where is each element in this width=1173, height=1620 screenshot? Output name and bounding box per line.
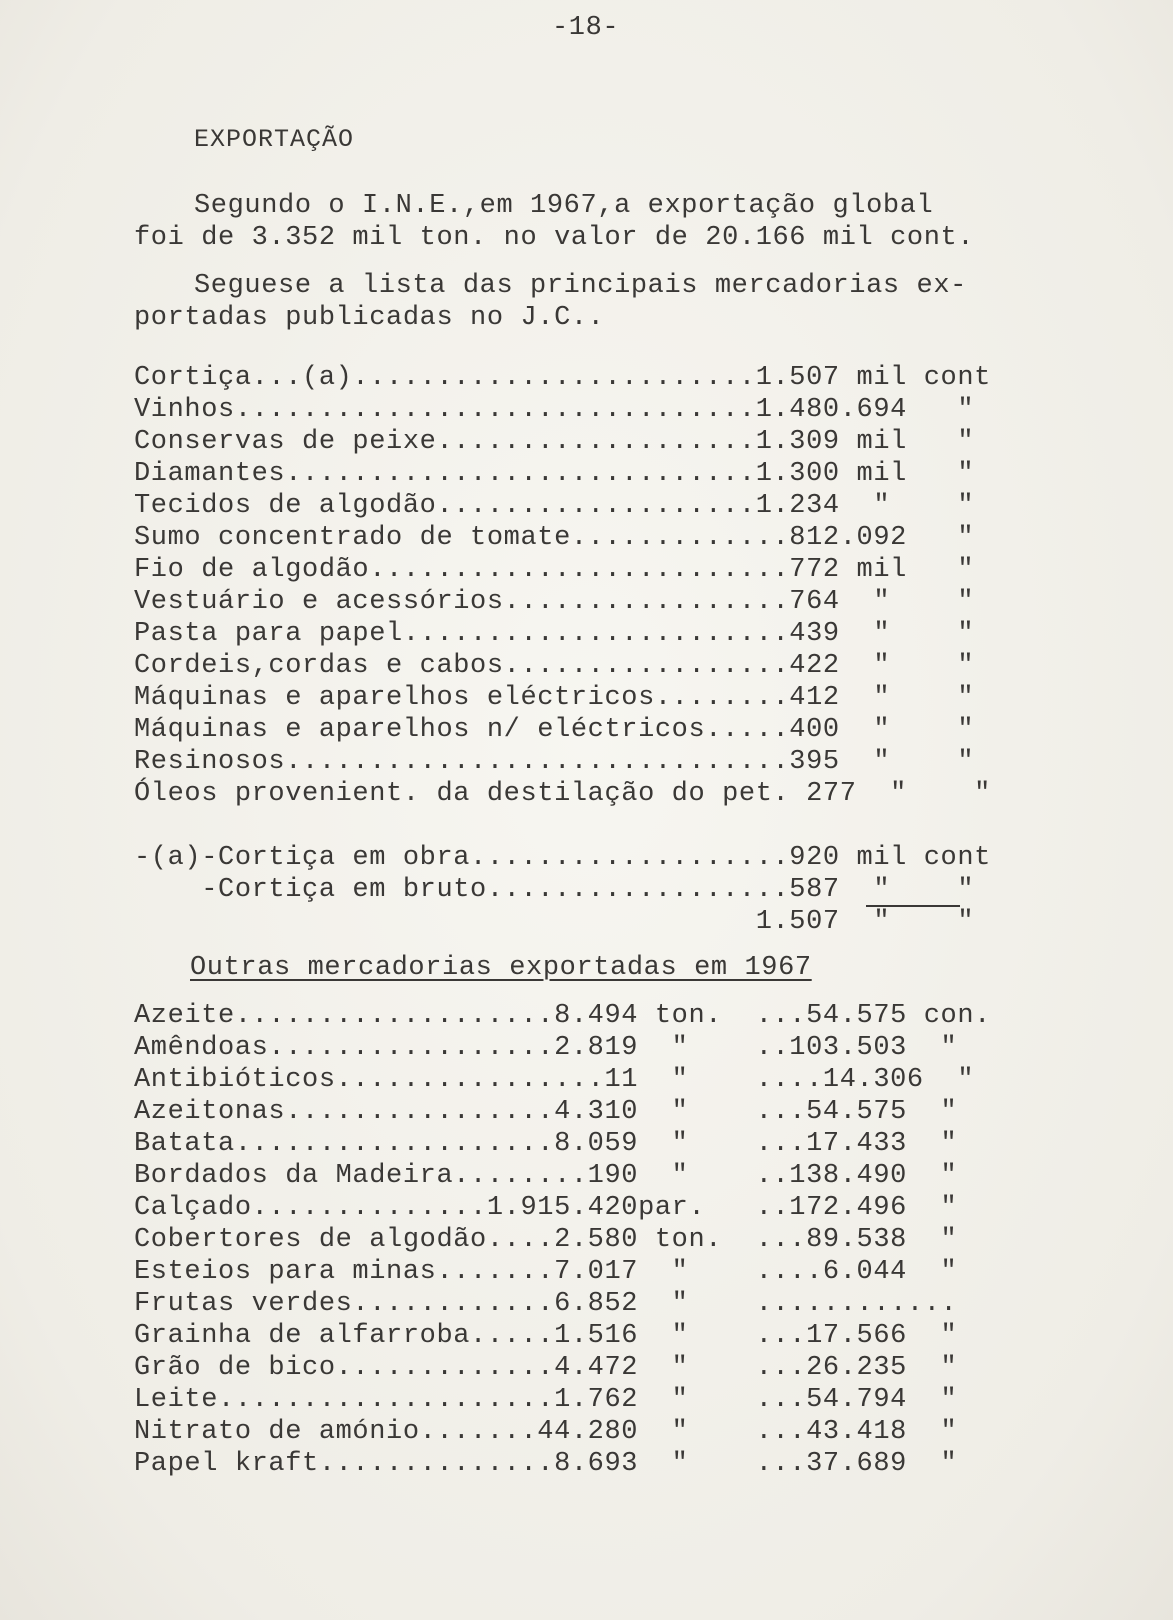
list-item: Antibióticos................11 " ....14.306 " xyxy=(134,1065,975,1095)
list-item: Frutas verdes............6.852 " ............ xyxy=(134,1289,958,1319)
list-item: Fio de algodão.........................772 mil " xyxy=(134,555,975,585)
list-item: Grão de bico.............4.472 " ...26.235 " xyxy=(134,1353,958,1383)
list-item: Batata...................8.059 " ...17.433 " xyxy=(134,1129,958,1159)
list-item: Sumo concentrado de tomate.............812.092 " xyxy=(134,523,975,553)
list-item: 1.507 " " xyxy=(134,907,975,937)
list-item: Grainha de alfarroba.....1.516 " ...17.566 " xyxy=(134,1321,958,1351)
list-item: Cortiça...(a)........................1.507 mil cont xyxy=(134,363,991,393)
list-item: Conservas de peixe...................1.309 mil " xyxy=(134,427,975,457)
list-item: Azeitonas................4.310 " ...54.575 " xyxy=(134,1097,958,1127)
list-item: Diamantes............................1.300 mil " xyxy=(134,459,975,489)
intro-line-2: foi de 3.352 mil ton. no valor de 20.166 mil cont. xyxy=(134,223,975,253)
list-item: Leite....................1.762 " ...54.794 " xyxy=(134,1385,958,1415)
list-item: Máquinas e aparelhos n/ eléctricos.....400 " " xyxy=(134,715,975,745)
list-item: Cordeis,cordas e cabos.................422 " " xyxy=(134,651,975,681)
list-item: Papel kraft..............8.693 " ...37.689 " xyxy=(134,1449,958,1479)
list-item: Nitrato de amónio.......44.280 " ...43.418 " xyxy=(134,1417,958,1447)
list-item: Resinosos..............................395 " " xyxy=(134,747,975,777)
other-goods-heading: Outras mercadorias exportadas em 1967 xyxy=(190,953,812,983)
section-heading: EXPORTAÇÃO xyxy=(194,125,355,154)
list-item: Esteios para minas.......7.017 " ....6.044 " xyxy=(134,1257,958,1287)
page-number: -18- xyxy=(552,13,620,43)
list-item: Amêndoas.................2.819 " ..103.503 " xyxy=(134,1033,958,1063)
list-item: Óleos provenient. da destilação do pet. 277 " " xyxy=(134,779,991,809)
list-item: -(a)-Cortiça em obra...................920 mil cont xyxy=(134,843,991,873)
intro-line-3: Seguese a lista das principais mercadorias ex- xyxy=(194,271,967,301)
list-item: Calçado..............1.915.420par. ..172.496 " xyxy=(134,1193,958,1223)
list-item: Cobertores de algodão....2.580 ton. ...89.538 " xyxy=(134,1225,958,1255)
intro-line-4: portadas publicadas no J.C.. xyxy=(134,303,605,333)
list-item: Vinhos...............................1.480.694 " xyxy=(134,395,975,425)
list-item: -Cortiça em bruto..................587 " " xyxy=(134,875,975,905)
list-item: Máquinas e aparelhos eléctricos........412 " " xyxy=(134,683,975,713)
list-item: Azeite...................8.494 ton. ...54.575 con. xyxy=(134,1001,991,1031)
list-item: Pasta para papel.......................439 " " xyxy=(134,619,975,649)
intro-line-1: Segundo o I.N.E.,em 1967,a exportação global xyxy=(194,191,934,221)
list-item: Vestuário e acessórios.................764 " " xyxy=(134,587,975,617)
list-item: Bordados da Madeira........190 " ..138.490 " xyxy=(134,1161,958,1191)
list-item: Tecidos de algodão...................1.234 " " xyxy=(134,491,975,521)
